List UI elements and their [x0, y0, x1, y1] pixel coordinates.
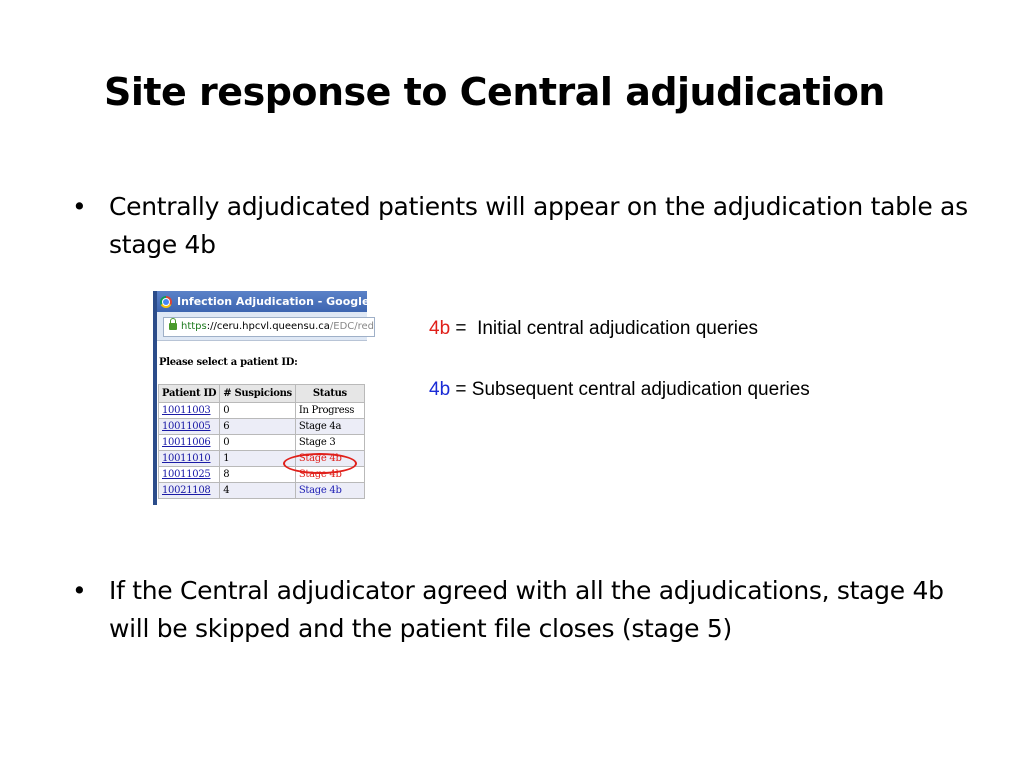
patient-id-link[interactable]: 10011006	[159, 435, 220, 451]
patient-id-link[interactable]: 10011005	[159, 419, 220, 435]
patient-table	[158, 384, 365, 499]
legend-key: 4b	[429, 379, 451, 400]
highlight-circle	[283, 453, 357, 474]
legend-text: Subsequent central adjudication queries	[471, 379, 810, 400]
column-header: # Suspicions	[220, 385, 296, 403]
url-host: ceru.hpcvl.queensu.ca	[216, 321, 330, 332]
url-path: /EDC/red	[329, 321, 375, 332]
suspicions-cell: 0	[220, 435, 296, 451]
suspicions-cell: 8	[220, 467, 296, 483]
browser-titlebar	[153, 291, 370, 312]
column-header: Patient ID	[159, 385, 220, 403]
address-bar[interactable]	[163, 317, 375, 337]
table-row	[159, 435, 365, 451]
patient-id-link[interactable]: 10021108	[159, 483, 220, 499]
table-row	[159, 483, 365, 499]
legend-separator: =	[450, 379, 472, 400]
chrome-icon	[160, 296, 172, 308]
status-cell: Stage 4b	[295, 483, 364, 499]
url-separator: ://	[206, 321, 217, 332]
patient-id-link[interactable]: 10011025	[159, 467, 220, 483]
slide-title: Site response to Central adjudication	[104, 70, 885, 114]
table-header-row	[159, 385, 365, 403]
bullet-item	[72, 572, 972, 648]
column-header: Status	[295, 385, 364, 403]
status-cell: Stage 4b	[295, 467, 364, 483]
browser-screenshot	[153, 291, 375, 505]
address-bar-row	[157, 312, 375, 341]
legend-item	[429, 379, 810, 401]
bullet-text: Centrally adjudicated patients will appear on the adjudication table as stage 4b	[109, 192, 968, 259]
url-scheme: https	[181, 321, 207, 332]
table-row	[159, 403, 365, 419]
lock-icon	[169, 323, 177, 330]
legend-item	[429, 318, 758, 340]
legend-key: 4b	[429, 318, 451, 339]
suspicions-cell: 4	[220, 483, 296, 499]
status-cell: Stage 3	[295, 435, 364, 451]
bullet-dot: •	[72, 192, 87, 221]
legend-text: Initial central adjudication queries	[477, 318, 759, 339]
bullet-text: If the Central adjudicator agreed with all the adjudications, stage 4b will be skipped and the patient file closes (stage 5)	[109, 576, 944, 643]
table-row	[159, 419, 365, 435]
legend-separator: =	[450, 318, 478, 339]
select-patient-prompt: Please select a patient ID:	[159, 357, 298, 368]
patient-id-link[interactable]: 10011003	[159, 403, 220, 419]
suspicions-cell: 0	[220, 403, 296, 419]
suspicions-cell: 1	[220, 451, 296, 467]
window-title: Infection Adjudication - Google	[177, 295, 370, 308]
patient-id-link[interactable]: 10011010	[159, 451, 220, 467]
bullet-dot: •	[72, 576, 87, 605]
status-cell: Stage 4b	[295, 451, 364, 467]
status-cell: In Progress	[295, 403, 364, 419]
status-cell: Stage 4a	[295, 419, 364, 435]
suspicions-cell: 6	[220, 419, 296, 435]
bullet-item	[72, 188, 972, 264]
